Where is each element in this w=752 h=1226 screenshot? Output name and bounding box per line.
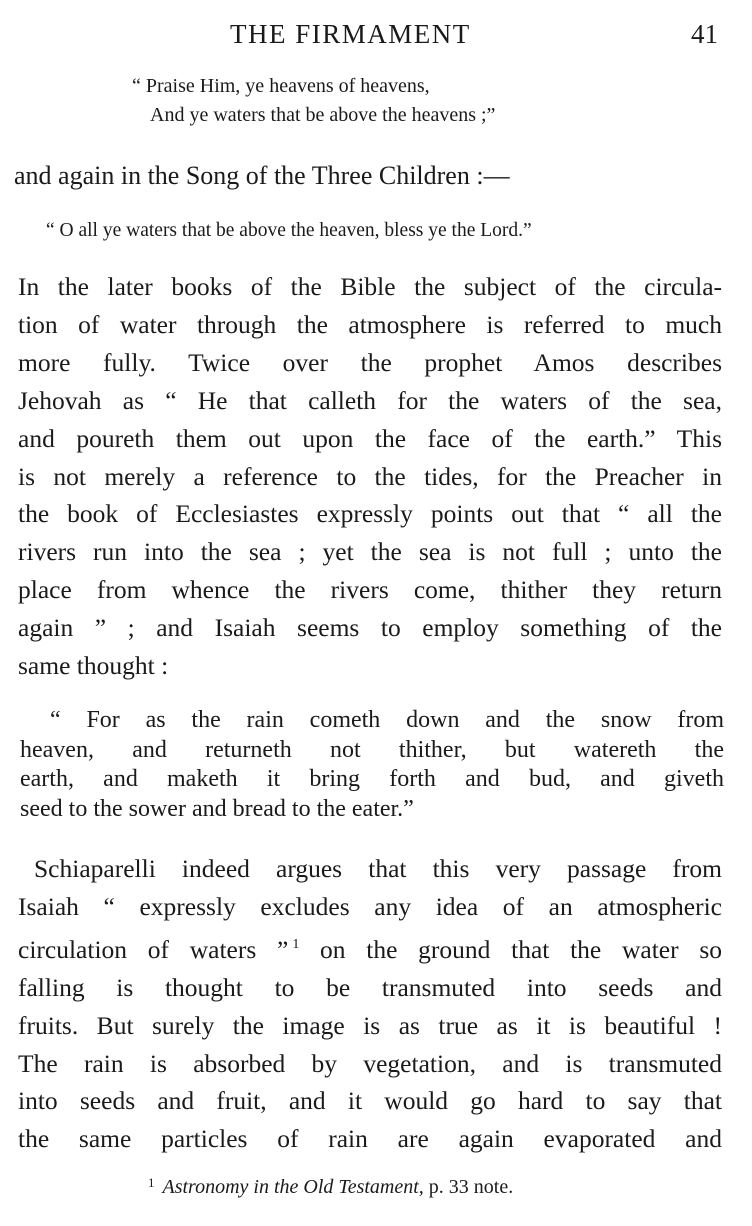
paragraph-line: Jehovah as “ He that calleth for the waters of the sea, bbox=[18, 385, 722, 415]
paragraph-line: Isaiah “ expressly excludes any idea of an atmospheric bbox=[18, 891, 722, 921]
footnote-reference[interactable]: 1 bbox=[292, 936, 300, 952]
paragraph-line: Schiaparelli indeed argues that this very passage from bbox=[34, 854, 722, 883]
intro-line: and again in the Song of the Three Children :— bbox=[14, 161, 510, 190]
psalm-quote bbox=[132, 72, 495, 130]
paragraph-line: into seeds and fruit, and it would go hard to say that bbox=[18, 1086, 722, 1116]
footnote-title: Astronomy in the Old Testament, bbox=[162, 1176, 424, 1198]
paragraph-line: In the later books of the Bible the subject of the circula- bbox=[18, 272, 722, 301]
paragraph-line: again ” ; and Isaiah seems to employ something of the bbox=[18, 613, 722, 643]
paragraph-2 bbox=[18, 850, 722, 1158]
line-text: on the ground that the water so bbox=[299, 934, 722, 964]
paragraph-line: place from whence the rivers come, thither they return bbox=[18, 575, 722, 605]
quote-line: earth, and maketh it bring forth and bud, and giveth bbox=[20, 766, 724, 792]
psalm-quote-line-1: “ Praise Him, ye heavens of heavens, bbox=[132, 75, 430, 97]
paragraph-1 bbox=[18, 268, 722, 685]
quote-line: seed to the sower and bread to the eater.” bbox=[20, 795, 414, 822]
footnote bbox=[148, 1168, 513, 1202]
paragraph-line: same thought : bbox=[18, 651, 169, 681]
footnote-rest: p. 33 note. bbox=[423, 1176, 514, 1198]
paragraph-line: the same particles of rain are again evaporated and bbox=[18, 1124, 722, 1154]
quote-line: heaven, and returneth not thither, but watereth the bbox=[20, 736, 724, 763]
paragraph-line: falling is thought to be transmuted into seeds and bbox=[18, 972, 722, 1002]
isaiah-quote bbox=[20, 706, 724, 824]
paragraph-line: tion of water through the atmosphere is referred to much bbox=[18, 309, 722, 339]
page-header bbox=[0, 14, 752, 54]
paragraph-line: fruits. But surely the image is as true as it is beautiful ! bbox=[18, 1010, 722, 1040]
line-text: circulation of waters ” bbox=[18, 934, 289, 964]
paragraph-line: is not merely a reference to the tides, for the Preacher in bbox=[18, 461, 722, 491]
paragraph-line: The rain is absorbed by vegetation, and is transmuted bbox=[18, 1048, 722, 1078]
paragraph-line: the book of Ecclesiastes expressly points out that “ all the bbox=[18, 499, 722, 529]
psalm-quote-line-2: And ye waters that be above the heavens ;” bbox=[150, 104, 496, 126]
footnote-marker: 1 bbox=[148, 1175, 155, 1190]
song-quote: “ O all ye waters that be above the heaven, bless ye the Lord.” bbox=[46, 220, 532, 241]
paragraph-line: and poureth them out upon the face of the earth.” This bbox=[18, 423, 722, 453]
paragraph-line: rivers run into the sea ; yet the sea is not full ; unto the bbox=[18, 537, 722, 567]
quote-line: “ For as the rain cometh down and the snow from bbox=[50, 707, 724, 733]
page-number: 41 bbox=[691, 19, 718, 49]
paragraph-line: more fully. Twice over the prophet Amos describes bbox=[18, 347, 722, 377]
paragraph-line-with-ref bbox=[18, 926, 722, 969]
running-title: THE FIRMAMENT bbox=[230, 19, 471, 49]
